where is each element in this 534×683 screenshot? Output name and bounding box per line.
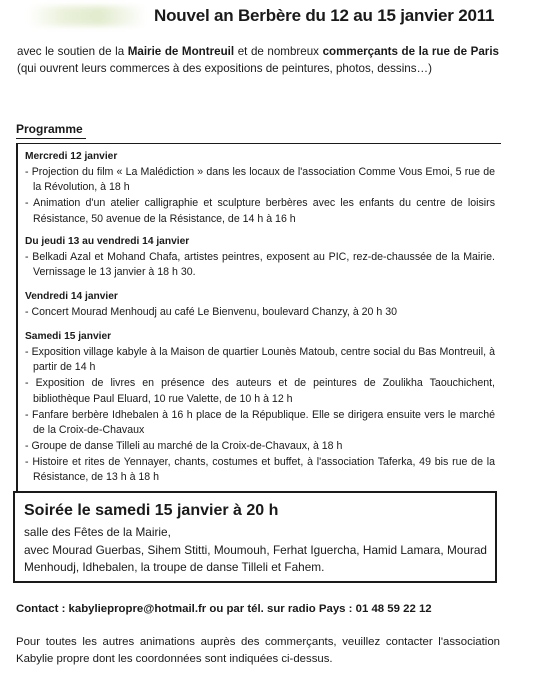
soiree-body — [24, 524, 487, 577]
footer-note: Pour toutes les autres animations auprès des commerçants, veuillez contacter l'association Kabylie propre dont les coordonnées sont indiquées ci-dessus. — [16, 636, 500, 665]
programme-item: - Belkadi Azal et Mohand Chafa, artistes peintres, exposent au PIC, rez-de-chaussée de la Mairie. Vernissage le 13 janvier à 18 h 30. — [25, 250, 495, 279]
soiree-title: Soirée le samedi 15 janvier à 20 h — [24, 502, 279, 519]
programme-item: - Exposition de livres en présence des auteurs et de peintures de Zoulikha Taouchichent, bibliothèque Paul Eluard, 10 rue Valette, de 10 h à 12 h — [25, 377, 495, 405]
programme-item: - Concert Mourad Menhoudj au café Le Bienvenu, boulevard Chanzy, à 20 h 30 — [25, 305, 397, 318]
contact-line: Contact : kabyliepropre@hotmail.fr ou par tél. sur radio Pays : 01 48 59 22 12 — [16, 603, 432, 615]
day-block-mercredi — [25, 149, 495, 228]
programme-item: - Projection du film « La Malédiction » dans les locaux de l'association Comme Vous Emoi, 5 rue de la Révolution, à 18 h — [25, 165, 495, 194]
day-heading: Vendredi 14 janvier — [25, 291, 118, 302]
programme-underline — [16, 138, 86, 139]
day-block-jeudi-vendredi — [25, 234, 495, 281]
day-block-samedi — [25, 329, 495, 486]
programme-item: - Animation d'un atelier calligraphie et sculpture berbères avec les enfants du centre de loisirs Résistance, 50 avenue de la Résistance, de 14 h à 16 h — [25, 197, 495, 225]
programme-heading: Programme — [16, 122, 83, 136]
day-block-vendredi — [25, 289, 495, 320]
programme-item: - Groupe de danse Tilleli au marché de la Croix-de-Chavaux, à 18 h — [25, 439, 343, 452]
intro-text-3: (qui ouvrent leurs commerces à des expositions de peintures, photos, dessins…) — [17, 62, 433, 75]
day-heading: Du jeudi 13 au vendredi 14 janvier — [25, 236, 190, 247]
programme-item: - Histoire et rites de Yennayer, chants, costumes et buffet, à l'association Taferka, 49 bis rue de la Résistance, de 13 h à 18 h — [25, 455, 495, 484]
blurred-logo — [28, 6, 146, 26]
intro-paragraph — [17, 43, 499, 77]
intro-text-1: avec le soutien de la — [17, 45, 128, 58]
page-title: Nouvel an Berbère du 12 au 15 janvier 2011 — [154, 6, 495, 25]
intro-text-2: et de nombreux — [234, 45, 323, 58]
soiree-box — [13, 491, 497, 583]
programme-item: - Fanfare berbère Idhebalen à 16 h place de la République. Elle se dirigera ensuite vers le marché de la Croix-de-Chavaux — [25, 408, 495, 437]
intro-bold-commercants: commerçants de la rue de Paris — [322, 45, 499, 58]
day-heading: Samedi 15 janvier — [25, 331, 112, 342]
day-heading: Mercredi 12 janvier — [25, 151, 118, 162]
soiree-venue: salle des Fêtes de la Mairie, — [24, 525, 171, 539]
programme-item: - Exposition village kabyle à la Maison de quartier Lounès Matoub, centre social du Bas Montreuil, à partir de 14 h — [25, 345, 495, 374]
soiree-artists: avec Mourad Guerbas, Sihem Stitti, Moumouh, Ferhat Iguercha, Hamid Lamara, Mourad Menhoudj, Idhebalen, la troupe de danse Tilleli et Fahem. — [24, 542, 487, 574]
intro-bold-mairie: Mairie de Montreuil — [127, 45, 235, 58]
